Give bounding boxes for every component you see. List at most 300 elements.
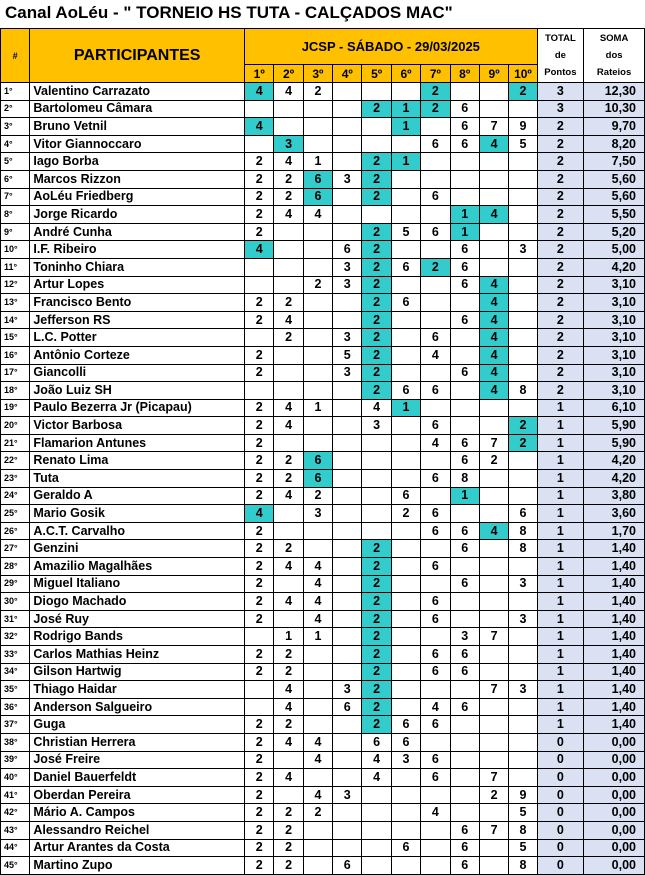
score-cell: 6 <box>421 382 450 400</box>
score-cell: 3 <box>333 364 362 382</box>
participant-name-cell: Oberdan Pereira <box>30 786 245 804</box>
score-cell: 2 <box>303 83 332 101</box>
score-cell: 7 <box>479 118 508 136</box>
score-cell <box>450 751 479 769</box>
score-cell: 2 <box>274 540 303 558</box>
score-cell: 6 <box>450 575 479 593</box>
table-row <box>1 786 645 804</box>
score-cell-highlighted: 2 <box>362 223 391 241</box>
score-cell <box>450 329 479 347</box>
score-cell <box>509 663 537 681</box>
total-points-cell: 0 <box>537 804 584 822</box>
score-cell-highlighted: 4 <box>245 505 274 523</box>
score-cell: 4 <box>274 417 303 435</box>
score-cell <box>303 417 332 435</box>
participant-name-cell: Paulo Bezerra Jr (Picapau) <box>30 399 245 417</box>
score-cell-highlighted: 2 <box>362 575 391 593</box>
participant-name-cell: Thiago Haidar <box>30 681 245 699</box>
score-cell-highlighted: 1 <box>391 118 420 136</box>
score-cell-highlighted: 2 <box>362 258 391 276</box>
score-cell <box>303 311 332 329</box>
score-cell-highlighted: 2 <box>509 83 537 101</box>
participant-name-cell: Giancolli <box>30 364 245 382</box>
table-row <box>1 804 645 822</box>
score-cell <box>391 241 420 259</box>
score-cell: 6 <box>421 223 450 241</box>
score-cell <box>479 223 508 241</box>
participant-name-cell: Toninho Chiara <box>30 258 245 276</box>
score-cell <box>274 505 303 523</box>
round-header: 7º <box>421 65 450 83</box>
score-cell: 4 <box>362 751 391 769</box>
table-row <box>1 540 645 558</box>
score-cell: 2 <box>245 294 274 312</box>
table-row <box>1 663 645 681</box>
score-cell <box>391 417 420 435</box>
score-cell: 6 <box>421 593 450 611</box>
score-cell: 4 <box>362 399 391 417</box>
score-cell: 6 <box>421 135 450 153</box>
soma-rateios-cell: 3,10 <box>584 276 645 294</box>
score-cell <box>421 452 450 470</box>
score-cell <box>450 188 479 206</box>
soma-rateios-cell: 5,50 <box>584 206 645 224</box>
score-cell <box>333 223 362 241</box>
table-row <box>1 628 645 646</box>
score-cell <box>421 628 450 646</box>
table-row <box>1 434 645 452</box>
score-cell-highlighted: 6 <box>303 470 332 488</box>
score-cell: 2 <box>479 786 508 804</box>
score-cell <box>245 628 274 646</box>
score-cell-highlighted: 6 <box>303 170 332 188</box>
table-row <box>1 470 645 488</box>
score-cell-highlighted: 4 <box>245 241 274 259</box>
score-cell: 6 <box>450 540 479 558</box>
total-points-cell: 2 <box>537 346 584 364</box>
score-cell: 8 <box>509 522 537 540</box>
score-cell: 4 <box>274 698 303 716</box>
total-points-cell: 1 <box>537 399 584 417</box>
total-points-cell: 2 <box>537 241 584 259</box>
score-cell: 3 <box>391 751 420 769</box>
table-row <box>1 311 645 329</box>
score-cell <box>479 733 508 751</box>
score-cell: 2 <box>274 294 303 312</box>
score-cell <box>479 646 508 664</box>
score-cell: 2 <box>245 751 274 769</box>
table-row <box>1 135 645 153</box>
score-cell <box>333 575 362 593</box>
score-cell: 2 <box>245 663 274 681</box>
soma-rateios-header: SOMA dos Rateios <box>584 29 645 83</box>
score-cell <box>450 804 479 822</box>
score-cell: 6 <box>421 610 450 628</box>
score-cell: 7 <box>479 821 508 839</box>
participant-name-cell: Renato Lima <box>30 452 245 470</box>
score-cell: 3 <box>333 276 362 294</box>
score-cell <box>333 804 362 822</box>
score-cell: 1 <box>303 628 332 646</box>
score-cell <box>391 83 420 101</box>
score-cell <box>303 294 332 312</box>
score-cell: 1 <box>303 399 332 417</box>
score-cell <box>509 258 537 276</box>
score-cell <box>333 751 362 769</box>
score-cell: 6 <box>450 452 479 470</box>
score-cell: 6 <box>333 241 362 259</box>
score-cell <box>333 452 362 470</box>
score-cell <box>333 646 362 664</box>
score-cell: 4 <box>303 206 332 224</box>
soma-rateios-cell: 1,40 <box>584 593 645 611</box>
score-cell: 6 <box>391 294 420 312</box>
participant-name-cell: Tuta <box>30 470 245 488</box>
table-row <box>1 188 645 206</box>
score-cell <box>333 399 362 417</box>
score-cell: 2 <box>245 593 274 611</box>
score-cell <box>450 346 479 364</box>
participant-name-cell: Anderson Salgueiro <box>30 698 245 716</box>
table-row <box>1 118 645 136</box>
score-cell-highlighted: 2 <box>362 276 391 294</box>
score-cell: 3 <box>362 417 391 435</box>
score-cell: 2 <box>391 505 420 523</box>
score-cell <box>509 487 537 505</box>
score-cell <box>333 382 362 400</box>
score-cell <box>479 540 508 558</box>
score-cell-highlighted: 4 <box>479 364 508 382</box>
rank-cell: 7° <box>1 188 30 206</box>
score-cell <box>245 258 274 276</box>
score-cell <box>303 258 332 276</box>
soma-rateios-cell: 1,40 <box>584 628 645 646</box>
score-cell <box>391 311 420 329</box>
score-cell: 4 <box>274 487 303 505</box>
score-cell <box>274 364 303 382</box>
score-cell <box>479 558 508 576</box>
table-row <box>1 241 645 259</box>
score-cell: 2 <box>245 417 274 435</box>
score-cell <box>333 628 362 646</box>
score-cell: 2 <box>245 646 274 664</box>
score-cell: 6 <box>362 733 391 751</box>
score-cell: 3 <box>333 170 362 188</box>
score-cell-highlighted: 2 <box>362 364 391 382</box>
rank-cell: 30° <box>1 593 30 611</box>
score-cell-highlighted: 4 <box>479 206 508 224</box>
score-cell: 4 <box>274 558 303 576</box>
table-row <box>1 346 645 364</box>
score-cell: 2 <box>303 276 332 294</box>
score-cell: 2 <box>245 558 274 576</box>
score-cell <box>274 223 303 241</box>
score-cell <box>333 769 362 787</box>
score-cell <box>421 364 450 382</box>
score-cell <box>421 839 450 857</box>
score-cell-highlighted: 4 <box>479 311 508 329</box>
score-cell-highlighted: 1 <box>391 153 420 171</box>
total-points-cell: 0 <box>537 769 584 787</box>
rank-cell: 31° <box>1 610 30 628</box>
total-points-cell: 1 <box>537 470 584 488</box>
total-points-cell: 2 <box>537 153 584 171</box>
score-cell: 4 <box>303 593 332 611</box>
score-cell <box>421 276 450 294</box>
score-cell-highlighted: 4 <box>245 83 274 101</box>
soma-rateios-cell: 1,40 <box>584 540 645 558</box>
score-cell: 2 <box>245 786 274 804</box>
score-cell: 6 <box>450 522 479 540</box>
score-cell-highlighted: 2 <box>509 434 537 452</box>
soma-rateios-cell: 8,20 <box>584 135 645 153</box>
score-cell: 6 <box>421 522 450 540</box>
score-cell <box>362 206 391 224</box>
score-cell-highlighted: 6 <box>303 188 332 206</box>
total-points-cell: 1 <box>537 505 584 523</box>
soma-rateios-cell: 3,10 <box>584 364 645 382</box>
table-row <box>1 610 645 628</box>
score-cell <box>303 663 332 681</box>
score-cell: 5 <box>509 135 537 153</box>
rank-cell: 5° <box>1 153 30 171</box>
score-cell: 7 <box>479 628 508 646</box>
score-cell <box>333 83 362 101</box>
score-cell-highlighted: 1 <box>450 206 479 224</box>
rank-cell: 19° <box>1 399 30 417</box>
score-cell <box>391 170 420 188</box>
participant-name-cell: Alessandro Reichel <box>30 821 245 839</box>
score-cell: 4 <box>274 83 303 101</box>
table-row <box>1 399 645 417</box>
score-cell <box>509 346 537 364</box>
score-cell <box>391 329 420 347</box>
score-cell-highlighted: 2 <box>362 241 391 259</box>
score-cell: 6 <box>450 241 479 259</box>
score-cell: 2 <box>245 170 274 188</box>
score-cell: 2 <box>245 733 274 751</box>
score-cell <box>362 470 391 488</box>
participant-name-cell: Guga <box>30 716 245 734</box>
table-row <box>1 716 645 734</box>
score-cell-highlighted: 4 <box>479 382 508 400</box>
score-cell-highlighted: 2 <box>362 294 391 312</box>
soma-rateios-cell: 3,10 <box>584 311 645 329</box>
participants-column-header: PARTICIPANTES <box>30 29 245 83</box>
score-cell <box>391 558 420 576</box>
score-cell <box>391 470 420 488</box>
score-cell <box>274 346 303 364</box>
score-cell: 4 <box>274 311 303 329</box>
score-cell <box>421 241 450 259</box>
score-cell: 4 <box>274 593 303 611</box>
score-cell <box>450 681 479 699</box>
table-row <box>1 382 645 400</box>
score-cell <box>479 575 508 593</box>
total-points-cell: 0 <box>537 733 584 751</box>
score-cell <box>391 540 420 558</box>
score-cell <box>509 452 537 470</box>
score-cell <box>450 769 479 787</box>
score-cell: 9 <box>509 118 537 136</box>
score-cell: 2 <box>245 857 274 875</box>
participant-name-cell: A.C.T. Carvalho <box>30 522 245 540</box>
rank-cell: 40° <box>1 769 30 787</box>
round-header: 4º <box>333 65 362 83</box>
rank-cell: 10° <box>1 241 30 259</box>
score-cell <box>391 698 420 716</box>
participant-name-cell: Rodrigo Bands <box>30 628 245 646</box>
score-cell: 8 <box>450 470 479 488</box>
rank-cell: 34° <box>1 663 30 681</box>
score-cell: 2 <box>274 470 303 488</box>
score-cell <box>333 663 362 681</box>
score-cell <box>421 540 450 558</box>
total-points-cell: 2 <box>537 329 584 347</box>
soma-rateios-cell: 5,00 <box>584 241 645 259</box>
table-row <box>1 364 645 382</box>
score-cell <box>509 153 537 171</box>
score-cell <box>391 628 420 646</box>
score-cell: 5 <box>391 223 420 241</box>
soma-rateios-cell: 12,30 <box>584 83 645 101</box>
score-cell-highlighted: 3 <box>274 135 303 153</box>
round-header: 1º <box>245 65 274 83</box>
soma-rateios-cell: 0,00 <box>584 769 645 787</box>
soma-rateios-cell: 3,10 <box>584 294 645 312</box>
score-cell <box>303 681 332 699</box>
score-cell: 6 <box>391 733 420 751</box>
score-cell: 8 <box>509 857 537 875</box>
score-cell: 3 <box>333 681 362 699</box>
table-row <box>1 452 645 470</box>
score-cell: 2 <box>274 663 303 681</box>
score-cell <box>333 135 362 153</box>
participant-name-cell: João Luiz SH <box>30 382 245 400</box>
participant-name-cell: Martino Zupo <box>30 857 245 875</box>
soma-rateios-cell: 0,00 <box>584 804 645 822</box>
score-cell <box>303 540 332 558</box>
score-cell: 4 <box>421 804 450 822</box>
score-cell: 2 <box>245 153 274 171</box>
participant-name-cell: Jorge Ricardo <box>30 206 245 224</box>
score-cell <box>421 311 450 329</box>
score-cell: 3 <box>509 575 537 593</box>
score-cell: 6 <box>391 258 420 276</box>
participant-name-cell: Flamarion Antunes <box>30 434 245 452</box>
score-cell <box>450 610 479 628</box>
score-cell: 4 <box>274 733 303 751</box>
score-cell <box>362 821 391 839</box>
score-cell: 2 <box>303 487 332 505</box>
participant-name-cell: José Freire <box>30 751 245 769</box>
table-row <box>1 751 645 769</box>
score-cell <box>421 575 450 593</box>
score-cell: 2 <box>245 804 274 822</box>
rank-cell: 26° <box>1 522 30 540</box>
score-cell-highlighted: 2 <box>421 258 450 276</box>
score-cell <box>450 399 479 417</box>
score-cell: 6 <box>421 470 450 488</box>
soma-rateios-cell: 3,80 <box>584 487 645 505</box>
score-cell-highlighted: 6 <box>303 452 332 470</box>
score-cell: 3 <box>509 241 537 259</box>
score-cell <box>245 100 274 118</box>
score-cell: 2 <box>245 223 274 241</box>
score-cell: 2 <box>245 188 274 206</box>
score-cell: 3 <box>450 628 479 646</box>
score-cell <box>421 294 450 312</box>
score-cell-highlighted: 1 <box>450 487 479 505</box>
rank-cell: 45° <box>1 857 30 875</box>
soma-rateios-cell: 10,30 <box>584 100 645 118</box>
score-cell <box>450 83 479 101</box>
participant-name-cell: Antônio Corteze <box>30 346 245 364</box>
score-cell: 6 <box>421 505 450 523</box>
score-cell: 2 <box>274 857 303 875</box>
table-row <box>1 681 645 699</box>
score-cell: 2 <box>274 170 303 188</box>
score-cell-highlighted: 4 <box>479 346 508 364</box>
score-cell: 4 <box>303 751 332 769</box>
rank-cell: 1° <box>1 83 30 101</box>
rank-cell: 44° <box>1 839 30 857</box>
score-cell-highlighted: 4 <box>479 294 508 312</box>
score-cell-highlighted: 2 <box>362 610 391 628</box>
score-cell: 2 <box>245 769 274 787</box>
score-cell <box>391 610 420 628</box>
participant-name-cell: Mario Gosik <box>30 505 245 523</box>
score-cell: 5 <box>509 804 537 822</box>
score-cell <box>479 663 508 681</box>
soma-rateios-cell: 4,20 <box>584 258 645 276</box>
total-points-cell: 1 <box>537 452 584 470</box>
participant-name-cell: Artur Arantes da Costa <box>30 839 245 857</box>
score-cell: 5 <box>509 839 537 857</box>
rank-cell: 6° <box>1 170 30 188</box>
score-cell <box>362 522 391 540</box>
score-cell <box>509 206 537 224</box>
total-points-cell: 2 <box>537 118 584 136</box>
score-cell <box>509 294 537 312</box>
total-points-cell: 1 <box>537 681 584 699</box>
score-cell: 5 <box>333 346 362 364</box>
table-row <box>1 223 645 241</box>
score-cell <box>421 206 450 224</box>
score-cell-highlighted: 2 <box>362 329 391 347</box>
score-cell: 6 <box>509 505 537 523</box>
soma-rateios-cell: 1,40 <box>584 610 645 628</box>
score-cell <box>362 487 391 505</box>
score-cell-highlighted: 2 <box>362 646 391 664</box>
score-cell: 7 <box>479 681 508 699</box>
soma-rateios-cell: 5,90 <box>584 434 645 452</box>
score-cell: 2 <box>274 452 303 470</box>
score-cell <box>333 540 362 558</box>
score-cell: 6 <box>450 311 479 329</box>
score-cell-highlighted: 1 <box>450 223 479 241</box>
score-cell <box>303 698 332 716</box>
score-cell <box>303 329 332 347</box>
score-cell <box>450 294 479 312</box>
table-row <box>1 522 645 540</box>
score-cell: 4 <box>362 769 391 787</box>
score-cell <box>333 100 362 118</box>
score-cell-highlighted: 2 <box>421 100 450 118</box>
score-cell-highlighted: 2 <box>362 663 391 681</box>
table-row <box>1 487 645 505</box>
table-row <box>1 258 645 276</box>
